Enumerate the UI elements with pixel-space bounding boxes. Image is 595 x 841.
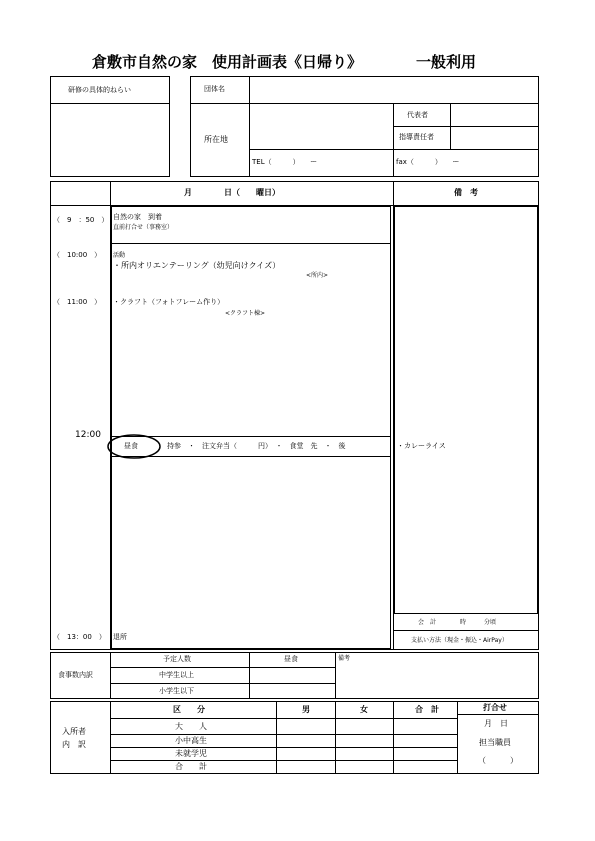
meals-label: 食事数内訳 bbox=[58, 671, 93, 679]
meals-notes-label: 備考 bbox=[338, 655, 351, 662]
notes-header: 備 考 bbox=[454, 188, 478, 197]
arrival-text: 自然の家 到着 bbox=[113, 213, 162, 221]
time-departure: （ 13：00 ） bbox=[53, 633, 106, 641]
accounting-time: 会 計 時 分頃 bbox=[418, 619, 497, 626]
activity2-text: ・クラフト（フォトフレーム作り） bbox=[113, 298, 225, 306]
attendance-female-header: 女 bbox=[360, 705, 368, 714]
meeting-label: 打合せ bbox=[483, 703, 507, 712]
time-activity1: （ 10:00 ） bbox=[53, 251, 102, 259]
fax-label: fax（ ） ー bbox=[396, 158, 460, 166]
attendance-total-header: 合 計 bbox=[415, 705, 439, 714]
meals-planned-header: 予定人数 bbox=[163, 655, 191, 663]
representative-label: 代表者 bbox=[407, 111, 428, 119]
departure-text: 退所 bbox=[113, 633, 127, 641]
row-preschool: 未就学児 bbox=[175, 749, 207, 758]
activity2-place: <クラフト棟> bbox=[225, 310, 266, 317]
leader-label: 指導責任者 bbox=[399, 133, 434, 141]
attendance-label: 入所者 内 訳 bbox=[62, 727, 86, 749]
staff-label: 担当職員 bbox=[479, 738, 511, 747]
date-header: 月 日（ 曜日） bbox=[184, 188, 280, 197]
lunch-circle-mark bbox=[106, 433, 162, 460]
lunch-label: 昼食 bbox=[124, 442, 138, 450]
activity-head: 活動 bbox=[113, 252, 126, 259]
attendance-male-header: 男 bbox=[302, 705, 310, 714]
row-adult: 大 人 bbox=[175, 722, 207, 731]
notes-inner-frame bbox=[394, 206, 538, 614]
row-total: 合 計 bbox=[175, 762, 207, 771]
row-student: 小中高生 bbox=[175, 736, 207, 745]
time-activity2: （ 11:00 ） bbox=[53, 298, 102, 306]
page-title: 倉敷市自然の家 使用計画表《日帰り》 bbox=[92, 53, 363, 71]
time-arrival: （ 9 ：50 ） bbox=[53, 216, 109, 224]
tel-label: TEL（ ） ー bbox=[252, 158, 318, 166]
group-name-label: 団体名 bbox=[204, 85, 225, 93]
activity1-text: ・所内オリエンテーリング（幼児向けクイズ） bbox=[113, 261, 281, 270]
address-label: 所在地 bbox=[204, 135, 228, 144]
lunch-time: 12:00 bbox=[75, 430, 101, 440]
usage-type: 一般利用 bbox=[416, 53, 477, 71]
arrival-sub: 直前打合せ（事務室） bbox=[113, 224, 174, 231]
attendance-box bbox=[50, 701, 539, 774]
meeting-date: 月 日 bbox=[484, 719, 508, 728]
activity1-place: <所内> bbox=[306, 272, 329, 279]
lunch-note: ・カレーライス bbox=[397, 442, 446, 450]
meals-lunch-header: 昼食 bbox=[284, 655, 298, 663]
meals-row-elementary: 小学生以下 bbox=[159, 687, 194, 695]
attendance-category-header: 区 分 bbox=[173, 705, 205, 714]
staff-paren: （ ） bbox=[478, 756, 518, 765]
meals-row-junior-high: 中学生以上 bbox=[159, 671, 194, 679]
lunch-options: 持参 ・ 注文弁当（ 円） ・ 食堂 先 ・ 後 bbox=[167, 442, 346, 450]
payment-method: 支払い方法（現金・振込・AirPay） bbox=[411, 637, 508, 644]
aim-label: 研修の具体的ねらい bbox=[68, 86, 131, 94]
schedule-inner-frame bbox=[111, 206, 391, 649]
